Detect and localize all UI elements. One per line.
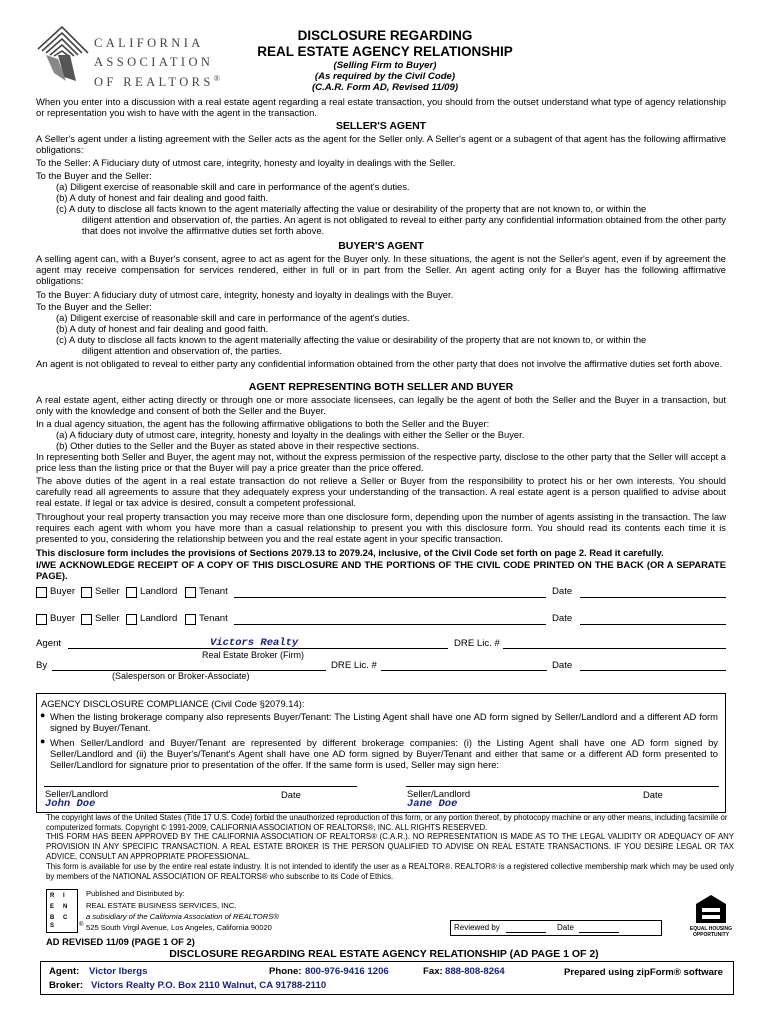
dre-line-1[interactable] bbox=[503, 648, 726, 649]
agent-label: Agent bbox=[36, 638, 62, 649]
rebs-letter: E bbox=[50, 904, 55, 910]
date-label-3: Date bbox=[552, 660, 573, 671]
equal-housing-logo-icon bbox=[695, 894, 727, 924]
broker-firm-caption: Real Estate Broker (Firm) bbox=[202, 650, 305, 660]
tenant-checkbox-2[interactable] bbox=[185, 614, 196, 625]
agent-info-label: Agent: bbox=[49, 966, 80, 977]
compliance-bullet-1: When the listing brokerage company also represents Buyer/Tenant: The Listing Agent shall have one AD form signed by Seller/Landlord and a different AD form signed by Buyer/Tenant. bbox=[50, 711, 718, 733]
dre-label-2: DRE Lic. # bbox=[331, 660, 377, 671]
dual-agent-a: (a) A fiduciary duty of utmost care, integrity, honesty and loyalty in the dealings with either the Seller or the Buyer. bbox=[56, 429, 525, 440]
seller-sign-line-1[interactable] bbox=[44, 786, 357, 787]
date-label-2: Date bbox=[552, 613, 573, 624]
landlord-checkbox-1[interactable] bbox=[126, 587, 137, 598]
date-label-1: Date bbox=[552, 586, 573, 597]
rebs-registered-mark: ® bbox=[79, 922, 84, 928]
buyers-agent-heading: BUYER'S AGENT bbox=[338, 240, 424, 252]
compliance-title: AGENCY DISCLOSURE COMPLIANCE (Civil Code §2079.14): bbox=[41, 698, 305, 709]
seller-label-2: Seller bbox=[95, 613, 120, 624]
intro-paragraph: When you enter into a discussion with a real estate agent regarding a real estate transaction, you should from the outset understand what type of agency relationship or representation you wish to have with the agent in the transaction. bbox=[36, 96, 726, 118]
tenant-checkbox-1[interactable] bbox=[185, 587, 196, 598]
sellers-agent-a: (a) Diligent exercise of reasonable skill and care in performance of the agent's duties. bbox=[56, 181, 410, 192]
sellers-agent-c: (c) A duty to disclose all facts known to the agent materially affecting the value or desirability of the property that are not known to, or within the bbox=[56, 203, 647, 214]
rebs-letter: B bbox=[50, 915, 55, 921]
review-box bbox=[450, 920, 662, 936]
date-line-2[interactable] bbox=[580, 624, 726, 625]
buyers-agent-b: (b) A duty of honest and fair dealing and good faith. bbox=[56, 323, 269, 334]
signature-line-2[interactable] bbox=[234, 624, 546, 625]
sellers-agent-p2: To the Seller: A Fiduciary duty of utmost care, integrity, honesty and loyalty in dealings with the Seller. bbox=[36, 157, 456, 168]
landlord-label-1: Landlord bbox=[140, 586, 178, 597]
equal-housing-icon bbox=[688, 894, 734, 942]
publisher-line-4: 525 South Virgil Avenue, Los Angeles, California 90020 bbox=[86, 923, 272, 932]
tenant-label-2: Tenant bbox=[199, 613, 228, 624]
rebs-letter: I bbox=[63, 893, 65, 899]
broker-firm-value: Victors Realty bbox=[210, 637, 299, 649]
broker-info-value: Victors Realty P.O. Box 2110 Walnut, CA 91788-2110 bbox=[91, 980, 327, 991]
equal-housing-text-2: OPPORTUNITY bbox=[692, 932, 730, 938]
compliance-bullet-2: When Seller/Landlord and Buyer/Tenant are represented by different brokerage companies: (i) the Listing Agent shall have one AD form signed by Seller/Landlord and (ii) the Buyer's/Tenant's Agent shall have one AD form signed by Buyer/Tenant and either that same or a different AD form presented to Seller/Landlord for signature prior to presentation of the offer. If the same form is used, Seller may sign here: bbox=[50, 737, 718, 770]
car-logo-mark-icon bbox=[36, 25, 90, 83]
buyer-checkbox-2[interactable] bbox=[36, 614, 47, 625]
realtor-notice: This form is available for use by the entire real estate industry. It is not intended to identify the user as a REALTOR®. REALTOR® is a registered collective membership mark which may be used only by members of the NATIONAL ASSOCIATION OF REALTORS® who subscribe to its Code of Ethics. bbox=[46, 862, 734, 881]
acknowledgement: I/WE ACKNOWLEDGE RECEIPT OF A COPY OF THIS DISCLOSURE AND THE PORTIONS OF THE CIVIL CODE PRINTED ON THE BACK (OR A SEPARATE PAGE). bbox=[36, 559, 726, 581]
dre-line-2[interactable] bbox=[381, 670, 547, 671]
buyer-label-1: Buyer bbox=[50, 586, 76, 597]
seller-sign-line-2[interactable] bbox=[406, 786, 719, 787]
by-label: By bbox=[36, 660, 48, 671]
agent-info-value: Victor Ibergs bbox=[89, 966, 148, 977]
page-title-2: REAL ESTATE AGENCY RELATIONSHIP bbox=[257, 44, 513, 59]
logo-text-1: CALIFORNIA bbox=[94, 36, 204, 50]
compliance-date-label-2: Date bbox=[643, 789, 663, 800]
seller-checkbox-2[interactable] bbox=[81, 614, 92, 625]
dual-agent-p3: In representing both Seller and Buyer, the agent may not, without the express permission of the respective party, disclose to the other party that the Seller will accept a price less than the listing price or that the Buyer will pay a price greater than the price offered. bbox=[36, 451, 726, 473]
equal-housing-text-1: EQUAL HOUSING bbox=[689, 926, 733, 932]
review-date-line[interactable] bbox=[579, 932, 619, 933]
seller-checkbox-1[interactable] bbox=[81, 587, 92, 598]
sellers-agent-p1: A Seller's agent under a listing agreement with the Seller acts as the agent for the Seller only. A Seller's agent or a subagent of that agent has the following affirmative obligations: bbox=[36, 133, 726, 155]
buyers-agent-p1: A selling agent can, with a Buyer's consent, agree to act as agent for the Buyer only. In these situations, the agent is not the Seller's agent, even if by agreement the agent may receive compensation for services rendered, either in full or in part from the Seller. An agent acting only for a Buyer has the following affirmative obligations: bbox=[36, 253, 726, 286]
publisher-line-2: REAL ESTATE BUSINESS SERVICES, INC. bbox=[86, 901, 237, 910]
buyers-agent-p3: To the Buyer and the Seller: bbox=[36, 301, 152, 312]
dual-agent-b: (b) Other duties to the Seller and the Buyer as stated above in their respective sections. bbox=[56, 440, 420, 451]
landlord-label-2: Landlord bbox=[140, 613, 178, 624]
reviewed-by-label: Reviewed by bbox=[454, 923, 500, 932]
seller-label-1: Seller bbox=[95, 586, 120, 597]
seller-landlord-label-2: Seller/Landlord bbox=[407, 788, 471, 799]
reviewed-by-line[interactable] bbox=[506, 932, 546, 933]
phone-label: Phone: bbox=[269, 966, 302, 977]
publisher-line-3: a subsidiary of the California Association of REALTORS® bbox=[86, 912, 279, 921]
sellers-agent-p3: To the Buyer and the Seller: bbox=[36, 170, 152, 181]
subtitle-3: (C.A.R. Form AD, Revised 11/09) bbox=[311, 82, 459, 93]
signer-name-2: Jane Doe bbox=[407, 798, 458, 810]
date-line-3[interactable] bbox=[580, 670, 726, 671]
buyers-agent-c: (c) A duty to disclose all facts known to the agent materially affecting the value or desirability of the property that are not known to, or within the bbox=[56, 334, 647, 345]
car-logo bbox=[36, 25, 236, 90]
copyright-notice: The copyright laws of the United States (Title 17 U.S. Code) forbid the unauthorized reproduction of this form, or any portion thereof, by photocopy machine or any other means, including facsimile or computerized formats. Copyright © 1991-2009, CALIFORNIA ASSOCIATION OF REALTORS®, INC. ALL RIGHTS RESERVED. bbox=[46, 813, 728, 832]
subtitle-2: (As required by the Civil Code) bbox=[314, 71, 456, 82]
fax-value: 888-808-8264 bbox=[445, 966, 505, 977]
buyers-agent-p2: To the Buyer: A fiduciary duty of utmost care, integrity, honesty and loyalty in dealings with the Buyer. bbox=[36, 289, 454, 300]
fax-label: Fax: bbox=[423, 966, 443, 977]
dual-agent-p1: A real estate agent, either acting directly or through one or more associate licensees, can legally be the agent of both the Seller and the Buyer in a transaction, but only with the knowledge and consent of both the Seller and the Buyer. bbox=[36, 394, 726, 416]
buyers-agent-a: (a) Diligent exercise of reasonable skill and care in performance of the agent's duties. bbox=[56, 312, 410, 323]
seller-landlord-label-1: Seller/Landlord bbox=[45, 788, 109, 799]
dual-agent-p6: This disclosure form includes the provisions of Sections 2079.13 to 2079.24, inclusive, of the Civil Code set forth on page 2. Read it carefully. bbox=[36, 547, 664, 558]
revision-label: AD REVISED 11/09 (PAGE 1 OF 2) bbox=[46, 936, 195, 947]
bullet-icon-2: ● bbox=[40, 736, 46, 746]
rebs-logo bbox=[46, 889, 84, 933]
rebs-letter: N bbox=[63, 904, 68, 910]
buyers-agent-c2: diligent attention and observation of, the parties. bbox=[82, 345, 282, 356]
signer-name-1: John Doe bbox=[45, 798, 96, 810]
tenant-label-1: Tenant bbox=[199, 586, 228, 597]
logo-text-3: OF REALTORS® bbox=[94, 74, 220, 90]
buyer-checkbox-1[interactable] bbox=[36, 587, 47, 598]
compliance-box bbox=[36, 693, 726, 813]
approval-notice: THIS FORM HAS BEEN APPROVED BY THE CALIFORNIA ASSOCIATION OF REALTORS® (C.A.R.). NO REPRESENTATION IS MADE AS TO THE LEGAL VALIDITY OR ADEQUACY OF ANY PROVISION IN ANY SPECIFIC TRANSACTION. A REAL ESTATE BROKER IS THE PERSON QUALIFIED TO ADVISE ON REAL ESTATE TRANSACTIONS. IF YOU DESIRE LEGAL OR TAX ADVICE, CONSULT AN APPROPRIATE PROFESSIONAL. bbox=[46, 832, 734, 861]
sellers-agent-c2: diligent attention and observation of, the parties. An agent is not obligated to reveal to either party any confidential information obtained from the other party that does not involve the affirmative duties set forth above. bbox=[82, 214, 726, 236]
date-line-1[interactable] bbox=[580, 597, 726, 598]
bullet-icon-1: ● bbox=[40, 710, 46, 720]
publisher-line-1: Published and Distributed by: bbox=[86, 889, 185, 898]
zipform-info-box bbox=[40, 961, 734, 995]
dre-label-1: DRE Lic. # bbox=[454, 638, 500, 649]
broker-info-label: Broker: bbox=[49, 980, 84, 991]
bottom-title: DISCLOSURE REGARDING REAL ESTATE AGENCY RELATIONSHIP (AD PAGE 1 OF 2) bbox=[169, 948, 599, 960]
buyers-agent-p4: An agent is not obligated to reveal to either party any confidential information obtained from the other party that does not involve the affirmative duties set forth above. bbox=[36, 358, 723, 369]
compliance-date-label-1: Date bbox=[281, 789, 301, 800]
rebs-letter: C bbox=[63, 915, 68, 921]
rebs-letter: R bbox=[50, 893, 55, 899]
dual-agent-p2: In a dual agency situation, the agent has the following affirmative obligations to both the Seller and the Buyer: bbox=[36, 418, 490, 429]
signature-line-1[interactable] bbox=[234, 597, 546, 598]
review-date-label: Date bbox=[557, 923, 574, 932]
dual-agent-heading: AGENT REPRESENTING BOTH SELLER AND BUYER bbox=[248, 381, 514, 393]
buyer-label-2: Buyer bbox=[50, 613, 76, 624]
rebs-letter: S bbox=[50, 923, 55, 929]
phone-value: 800-976-9416 1206 bbox=[305, 966, 389, 977]
subtitle-1: (Selling Firm to Buyer) bbox=[333, 60, 437, 71]
dual-agent-p5: Throughout your real property transaction you may receive more than one disclosure form, depending upon the number of agents assisting in the transaction. The law requires each agent with whom you have more than a casual relationship to present you with this disclosure form. You should read its contents each time it is presented to you, considering the relationship between you and the real estate agent in your specific transaction. bbox=[36, 511, 726, 544]
page-title-1: DISCLOSURE REGARDING bbox=[297, 28, 473, 43]
sellers-agent-b: (b) A duty of honest and fair dealing and good faith. bbox=[56, 192, 269, 203]
prepared-using: Prepared using zipForm® software bbox=[564, 967, 723, 978]
landlord-checkbox-2[interactable] bbox=[126, 614, 137, 625]
logo-text-2: ASSOCIATION bbox=[94, 55, 214, 69]
dual-agent-p4: The above duties of the agent in a real estate transaction do not relieve a Seller or Buyer from the responsibility to protect his or her own interests. You should carefully read all agreements to assure that they adequately express your understanding of the transaction. A real estate agent is a person qualified to advise about real estate. If legal or tax advice is desired, consult a competent professional. bbox=[36, 475, 726, 508]
sellers-agent-heading: SELLER'S AGENT bbox=[335, 120, 427, 132]
salesperson-caption: (Salesperson or Broker-Associate) bbox=[112, 671, 250, 681]
